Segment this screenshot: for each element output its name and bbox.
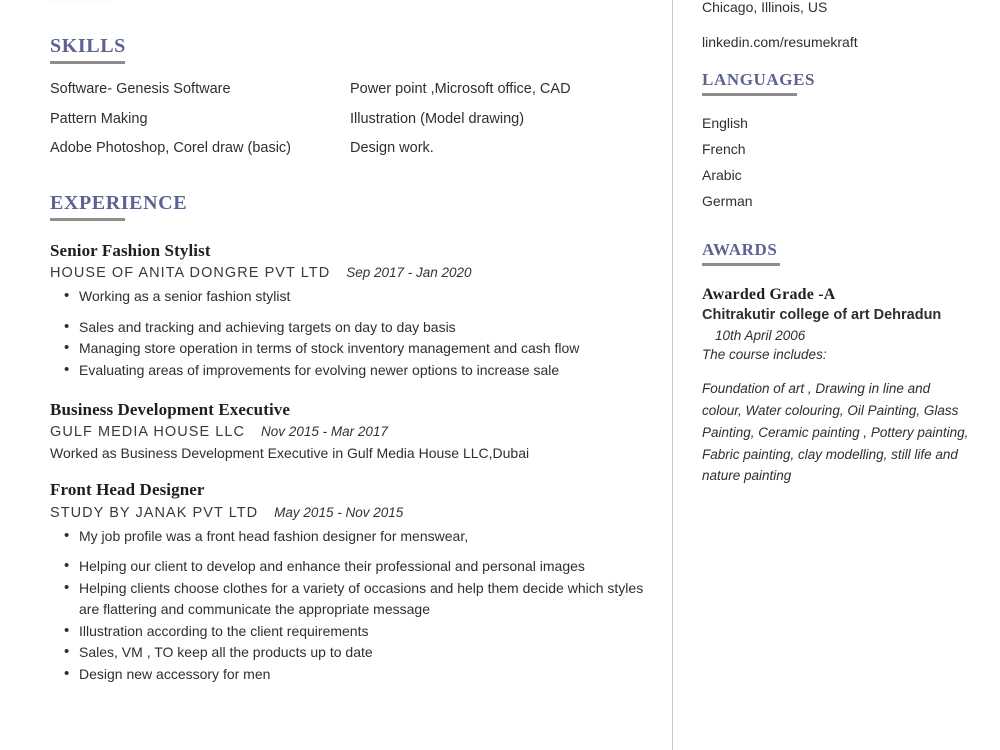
job-dates: May 2015 - Nov 2015 — [274, 504, 404, 520]
job-company: GULF MEDIA HOUSE LLC — [50, 424, 246, 440]
job-meta — [50, 504, 650, 522]
job-bullet: • Working as a senior fashion stylist — [50, 286, 650, 307]
job-dates: Sep 2017 - Jan 2020 — [346, 264, 472, 280]
job-company: HOUSE OF ANITA DONGRE PVT LTD — [50, 264, 331, 281]
award-subtitle: The course includes: — [702, 347, 827, 363]
job-bullet: • Helping clients choose clothes for a variety of occasions and help them decide which styles are flattering and communicate the appropriate message — [50, 578, 650, 619]
awards-heading: AWARDS — [702, 240, 778, 259]
languages-section — [702, 71, 972, 208]
skill-item: Adobe Photoshop, Corel draw (basic) — [50, 140, 291, 156]
skills-heading-rule — [50, 61, 125, 64]
job-bullet: • Evaluating areas of improvements for evolving newer options to increase sale — [50, 360, 650, 381]
language-item: German — [702, 193, 753, 209]
skills-left-column — [50, 82, 350, 171]
skill-item: Software- Genesis Software — [50, 81, 231, 97]
job-bullet: • My job profile was a front head fashion designer for menswear, — [50, 526, 650, 547]
job-bullet: • Helping our client to develop and enhance their professional and personal images — [50, 556, 650, 577]
awards-section — [702, 241, 972, 487]
experience-section — [50, 193, 650, 685]
experience-heading-rule — [50, 218, 125, 221]
job-meta — [50, 264, 650, 282]
languages-heading: LANGUAGES — [702, 70, 816, 89]
job-bullet: • Sales and tracking and achieving targets on day to day basis — [50, 317, 650, 338]
skill-item: Power point ,Microsoft office, CAD — [350, 81, 571, 97]
job-description: Worked as Business Development Executive in Gulf Media House LLC,Dubai — [50, 445, 530, 462]
job-company: STUDY BY JANAK PVT LTD — [50, 504, 259, 521]
job-bullet: • Illustration according to the client requirements — [50, 621, 650, 642]
award-title: Awarded Grade -A — [702, 286, 836, 303]
language-item: French — [702, 141, 746, 157]
skills-right-column — [350, 82, 650, 171]
award-item — [702, 285, 972, 487]
job-title: Senior Fashion Stylist — [50, 240, 211, 260]
contact-linkedin[interactable]: linkedin.com/resumekraft — [702, 34, 858, 50]
skills-grid — [50, 82, 650, 171]
experience-item — [50, 399, 650, 463]
job-title: Front Head Designer — [50, 480, 205, 500]
job-bullets — [50, 526, 650, 685]
language-item: Arabic — [702, 167, 742, 183]
skills-section — [50, 36, 650, 171]
sidebar-column — [702, 0, 972, 487]
skill-item: Pattern Making — [50, 110, 148, 127]
contact-location: Chicago, Illinois, US — [702, 0, 828, 15]
job-bullets — [50, 286, 650, 381]
award-organization: Chitrakutir college of art Dehradun — [702, 307, 942, 323]
job-dates: Nov 2015 - Mar 2017 — [261, 424, 388, 439]
experience-item — [50, 479, 650, 684]
languages-list — [702, 116, 972, 208]
contact-section — [702, 0, 972, 49]
job-title: Business Development Executive — [50, 399, 291, 419]
languages-heading-rule — [702, 93, 797, 96]
skill-item: Design work. — [350, 140, 434, 156]
awards-heading-rule — [702, 263, 780, 266]
main-column — [50, 0, 650, 686]
skills-heading: SKILLS — [50, 35, 126, 57]
award-body: Foundation of art , Drawing in line and colour, Water colouring, Oil Painting, Glass Painting, Ceramic painting , Pottery painting, Fabric painting, clay modelling, still life and nature painting — [702, 380, 969, 484]
award-date: 10th April 2006 — [715, 327, 806, 343]
column-divider — [672, 0, 673, 750]
skill-item: Illustration (Model drawing) — [350, 110, 525, 127]
job-bullet: • Design new accessory for men — [50, 664, 650, 685]
experience-item — [50, 240, 650, 381]
job-bullet: • Managing store operation in terms of stock inventory management and cash flow — [50, 338, 650, 359]
language-item: English — [702, 115, 748, 131]
experience-heading: EXPERIENCE — [50, 191, 188, 214]
job-meta — [50, 423, 650, 441]
job-bullet: • Sales, VM , TO keep all the products up to date — [50, 642, 650, 663]
